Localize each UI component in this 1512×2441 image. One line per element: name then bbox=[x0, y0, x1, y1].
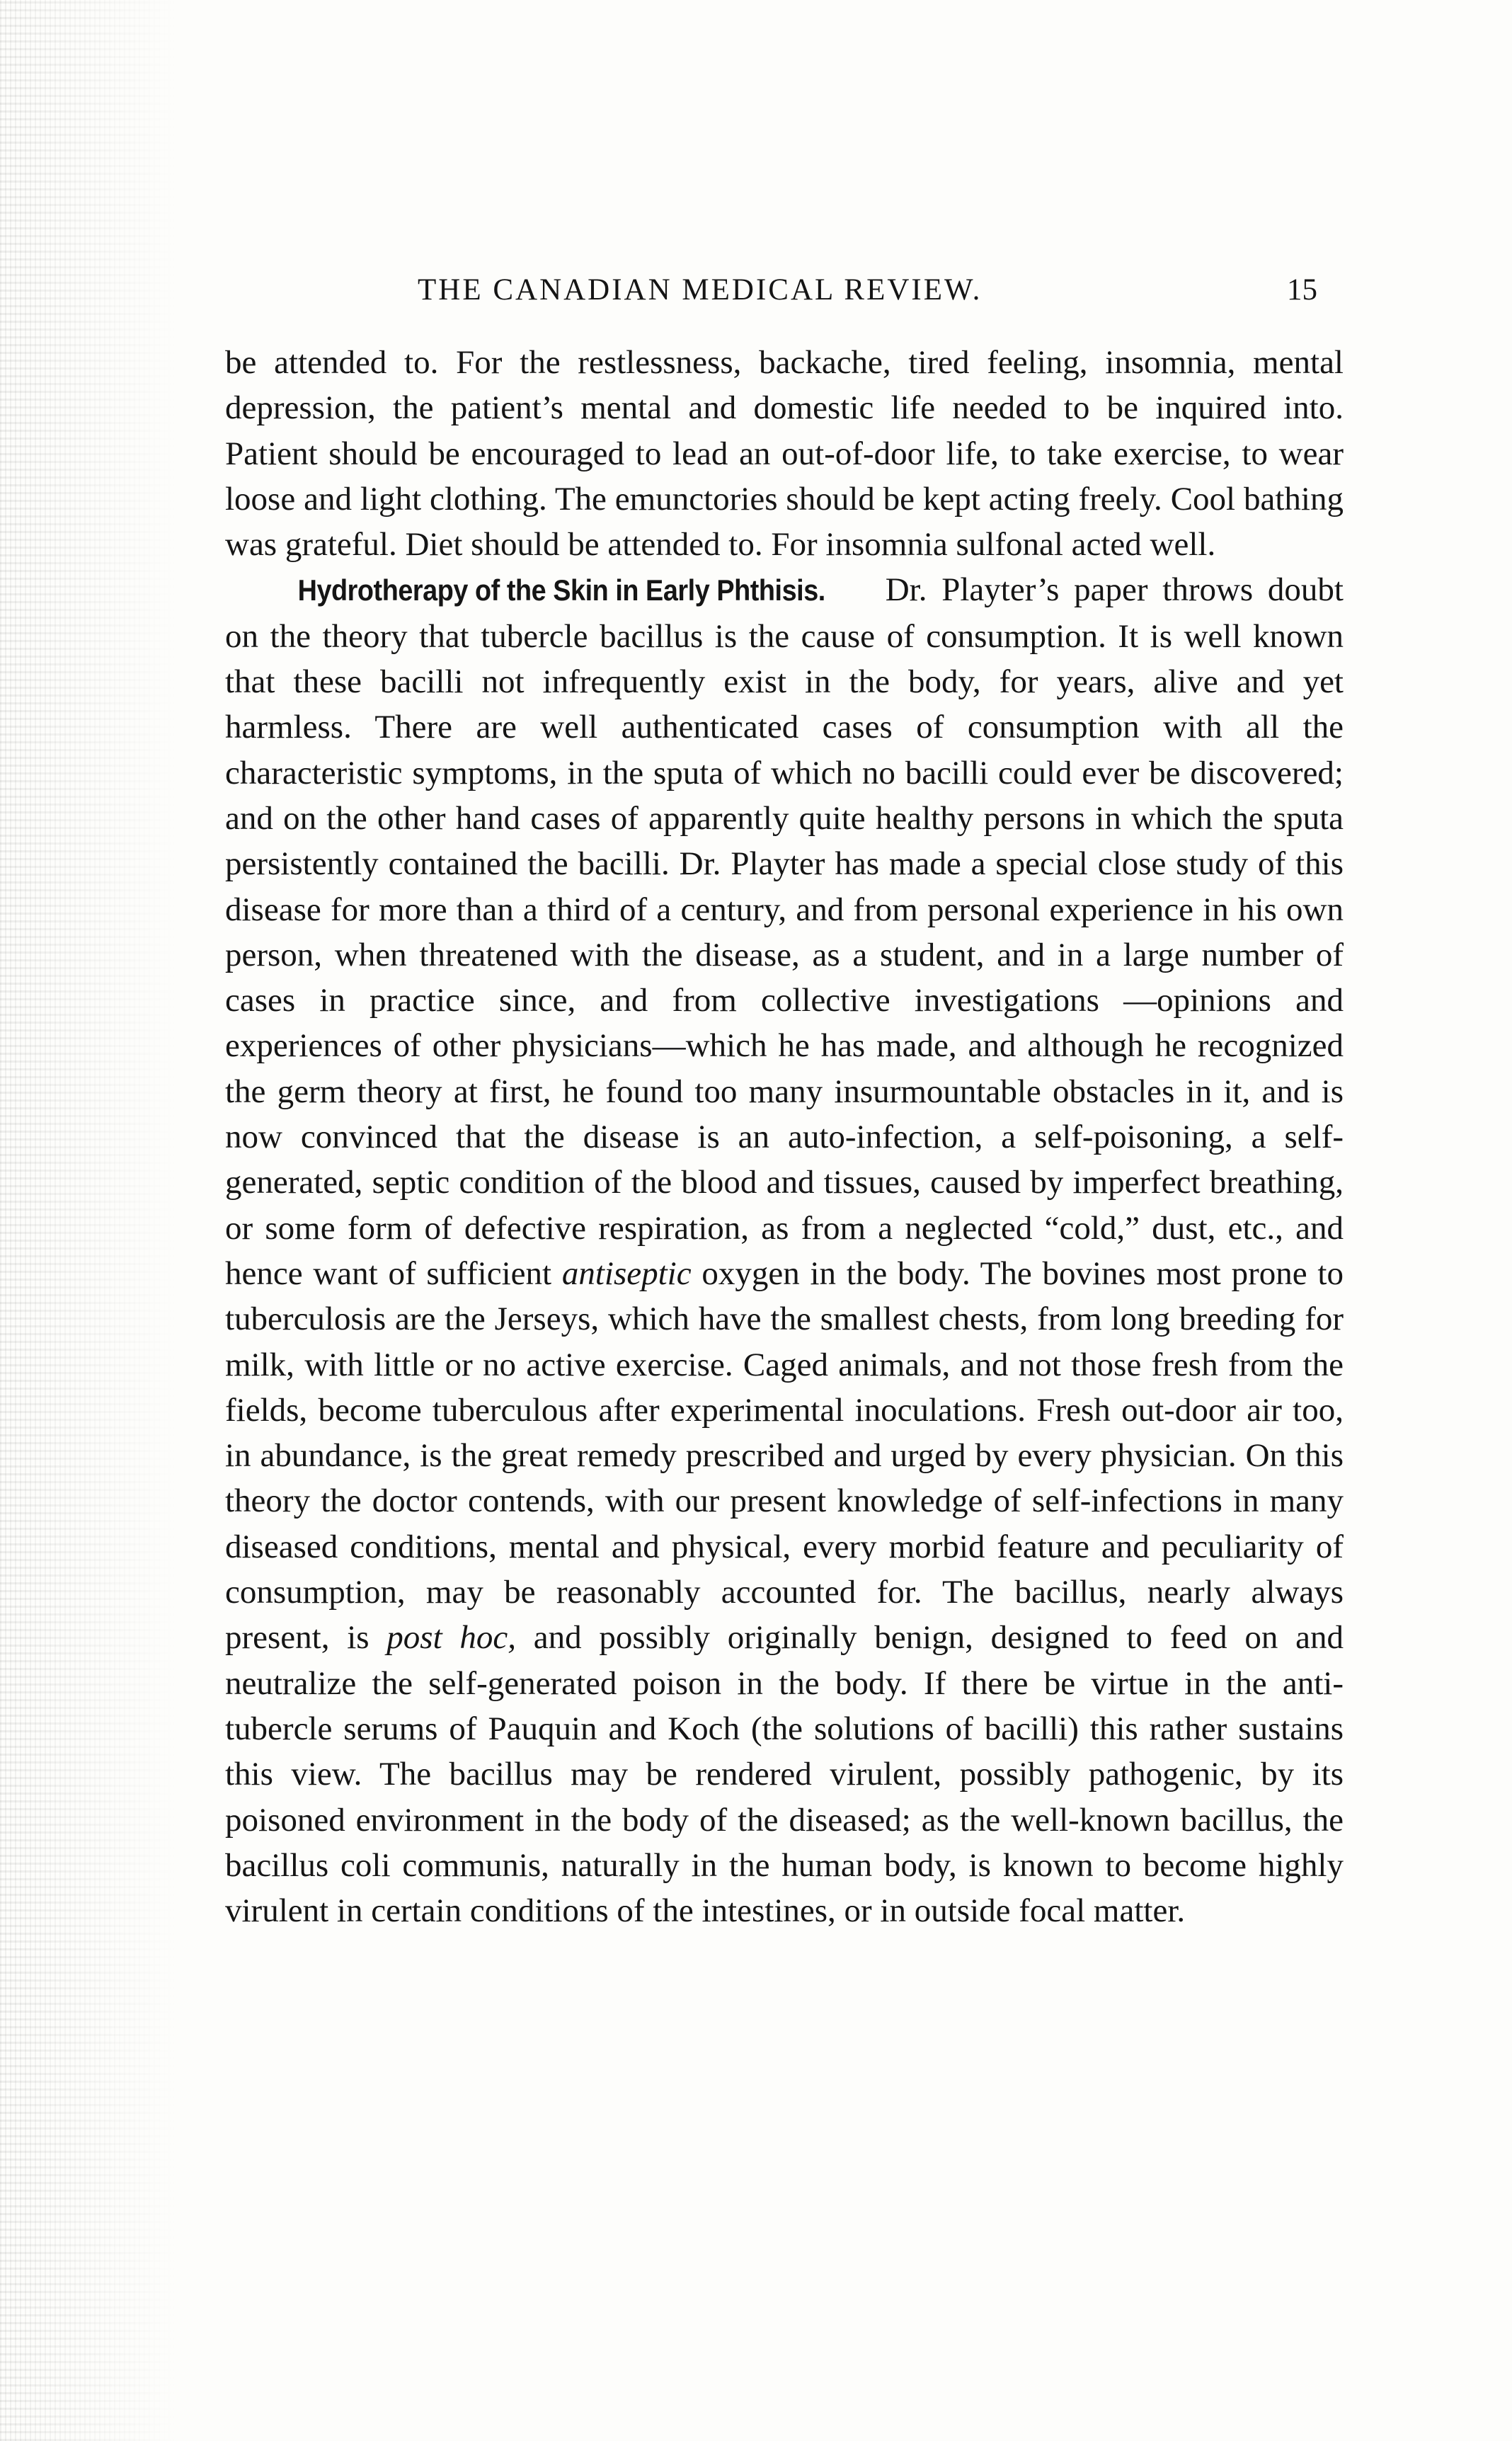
emphasis-post-hoc: post hoc, bbox=[386, 1619, 516, 1657]
section-text-part3: and possibly originally benign, designed to feed on and neutralize the self-generated poison in the body. If there be virtue in the anti-tubercle serums of Pauquin and Koch (the solutions of bacilli) this rather sustains this view. The bacillus may be rendered virulent, possibly pathogenic, by its poisoned environment in the body of the diseased; as the well-known bacillus, the bacillus coli communis, naturally in the human body, is known to become highly virulent in certain conditions of the intestines, or in outside focal matter. bbox=[225, 1619, 1344, 1930]
section-paragraph bbox=[225, 567, 1344, 1933]
running-title: THE CANADIAN MEDICAL REVIEW. bbox=[418, 273, 983, 307]
section-heading: Hydrotherapy of the Skin in Early Phthisis. bbox=[297, 573, 825, 607]
article-body bbox=[225, 340, 1344, 1933]
page-header bbox=[418, 273, 1409, 315]
page-number: 15 bbox=[1287, 273, 1317, 307]
section-text-part1: Dr. Playter’s paper throws doubt on the theory that tubercle bacillus is the cause of consumption. It is well known that these bacilli not infrequently exist in the body, for years, alive and yet harmless. There are well authenticated cases of consumption with all the characteristic symptoms, in the sputa of which no bacilli could ever be discovered; and on the other hand cases of apparently quite healthy persons in which the sputa persistently contained the bacilli. Dr. Playter has made a special close study of this disease for more than a third of a century, and from personal experience in his own person, when threatened with the disease, as a student, and in a large number of cases in practice since, and from collective investigations —opinions and experiences of other physicians—which he has made, and although he recognized the germ theory at first, he found too many insurmountable obstacles in it, and is now convinced that the disease is an auto-infection, a self-poisoning, a self-generated, septic condition of the blood and tissues, caused by imperfect breathing, or some form of defective respiration, as from a neglected “cold,” dust, etc., and hence want of sufficient bbox=[225, 571, 1344, 1292]
emphasis-antiseptic: antiseptic bbox=[561, 1254, 692, 1292]
intro-paragraph: be attended to. For the restlessness, backache, tired feeling, insomnia, mental depression, the patient’s mental and domestic life needed to be inquired into. Patient should be encouraged to lead an out-of-door life, to take exercise, to wear loose and light clothing. The emunctories should be kept acting freely. Cool bathing was grateful. Diet should be attended to. For insomnia sulfonal acted well. bbox=[225, 344, 1344, 564]
scanned-page-edge bbox=[0, 0, 177, 2441]
section-text-part2: oxygen in the body. The bovines most prone to tuberculosis are the Jerseys, which have the smallest chests, from long breeding for milk, with little or no active exercise. Caged animals, and not those fresh from the fields, become tuberculous after experimental inoculations. Fresh out-door air too, in abundance, is the great remedy prescribed and urged by every physician. On this theory the doctor contends, with our present knowledge of self-infections in many diseased conditions, mental and physical, every morbid feature and peculiarity of consumption, may be reasonably accounted for. The bacillus, nearly always present, is bbox=[225, 1254, 1344, 1657]
